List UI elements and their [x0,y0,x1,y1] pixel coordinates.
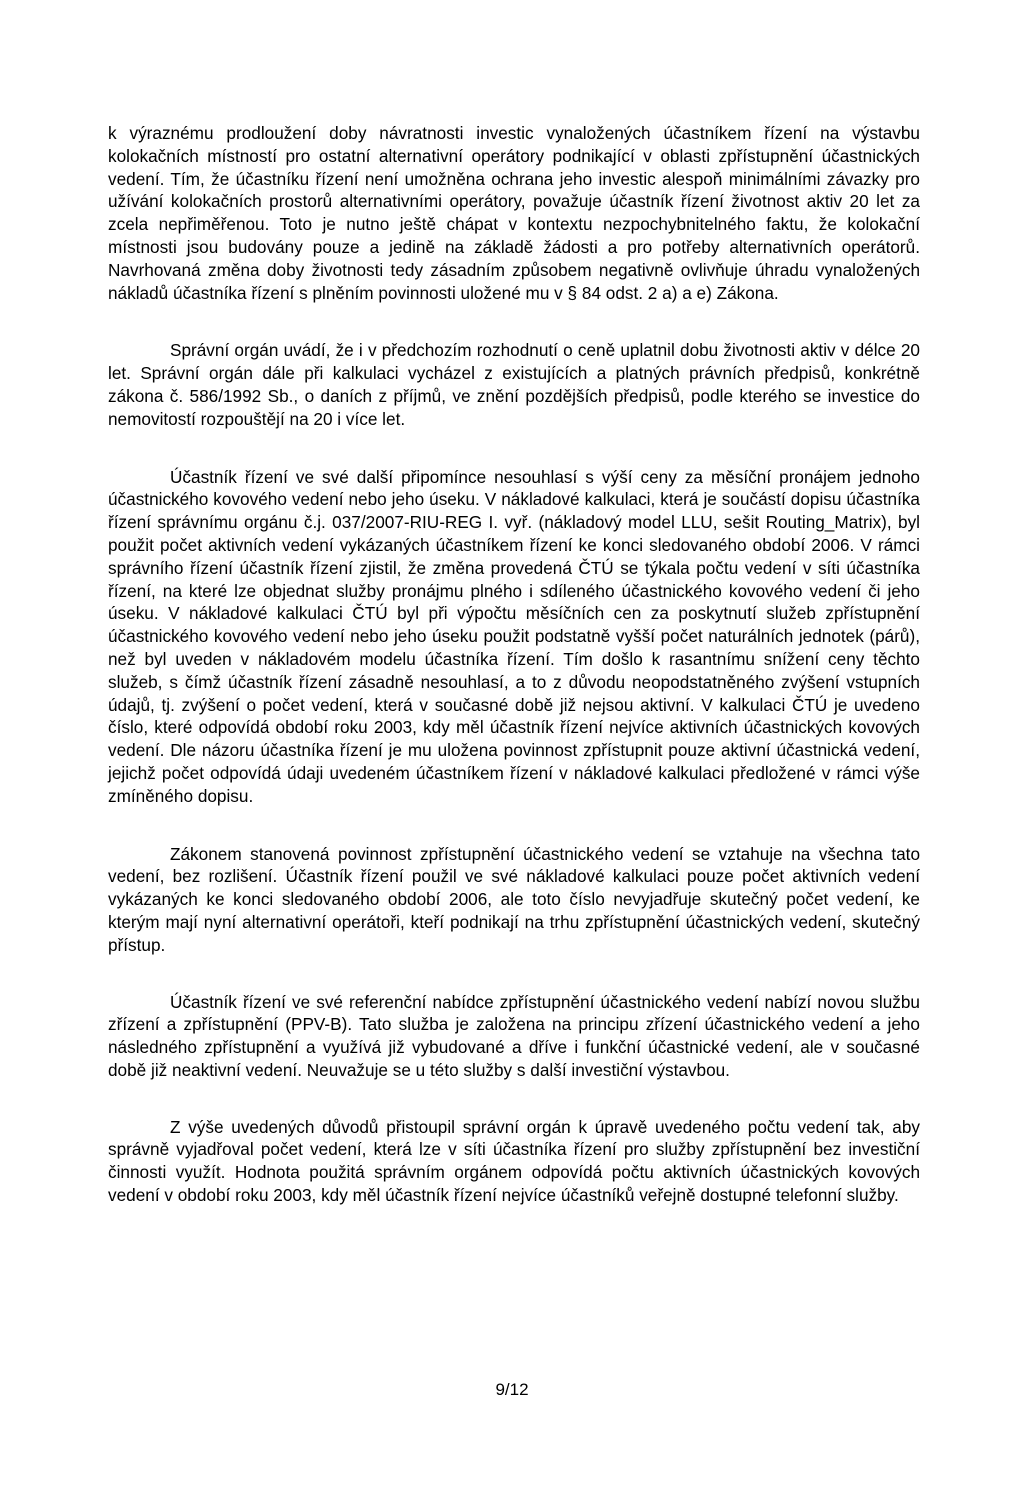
paragraph-authority-response-lifetime: Správní orgán uvádí, že i v předchozím rozhodnutí o ceně uplatnil dobu životnosti aktiv v délce 20 let. Správní orgán dále při kalkulaci vycházel z existujících a platných právních předpisů, konkrétně zákona č. 586/1992 Sb., o daních z příjmů, ve znění pozdějších předpisů, podle kterého se investice do nemovitostí rozpouštějí na 20 i více let. [108,340,920,429]
page-number: 9/12 [495,1380,529,1399]
paragraph-price-objection: Účastník řízení ve své další připomínce nesouhlasí s výší ceny za měsíční pronájem jednoho účastnického kovového vedení nebo jeho úseku. V nákladové kalkulaci, která je součástí dopisu účastníka řízení správnímu orgánu č.j. 037/2007-RIU-REG I. vyř. (nákladový model LLU, sešit Routing_Matrix), byl použit počet aktivních vedení vykázaných účastníkem řízení ke konci sledovaného období 2006. V rámci správního řízení účastník řízení zjistil, že změna provedená ČTÚ se týkala počtu vedení v síti účastníka řízení, na které lze objednat služby pronájmu plného i sdíleného účastnického kovového vedení či jeho úseku. V nákladové kalkulaci ČTÚ byl při výpočtu měsíčních cen za poskytnutí služeb zpřístupnění účastnického kovového vedení nebo jeho úseku použit podstatně vyšší počet naturálních jednotek (párů), než byl uveden v nákladovém modelu účastníka řízení. Tím došlo k rasantnímu snížení ceny těchto služeb, s čímž účastník řízení zásadně nesouhlasí, a to z důvodu neopodstatněného zvýšení vstupních údajů, tj. zvýšení o počet vedení, která v současné době již nejsou aktivní. V kalkulaci ČTÚ je uvedeno číslo, které odpovídá období roku 2003, kdy měl účastník řízení nejvíce aktivních účastnických kovových vedení. Dle názoru účastníka řízení je mu uložena povinnost zpřístupnit pouze aktivní účastnická vedení, jejichž počet odpovídá údaji uvedeném účastníkem řízení v nákladové kalkulaci předložené v rámci výše zmíněného dopisu. [108,466,920,806]
paragraph-lifetime-objection: k výraznému prodloužení doby návratnosti investic vynaložených účastníkem řízení na výstavbu kolokačních místností pro ostatní alternativní operátory podnikající v oblasti zpřístupnění účastnických vedení. Tím, že účastníku řízení není umožněna ochrana jeho investic alespoň minimálními závazky pro užívání kolokačních prostorů alternativními operátory, považuje účastník řízení životnost aktiv 20 let za zcela nepřiměřenou. Toto je nutno ještě chápat v kontextu nezpochybnitelného faktu, že kolokační místnosti jsou budovány pouze a jedině na základě žádosti a pro potřeby alternativních operátorů. Navrhovaná změna doby životnosti tedy zásadním způsobem negativně ovlivňuje úhradu vynaložených nákladů účastníka řízení s plněním povinnosti uložené mu v § 84 odst. 2 a) a e) Zákona. [108,123,920,303]
paragraph-statutory-obligation: Zákonem stanovená povinnost zpřístupnění účastnického vedení se vztahuje na všechna tato vedení, bez rozlišení. Účastník řízení použil ve své nákladové kalkulaci pouze počet aktivních vedení vykázaných ke konci sledovaného období 2006, ale toto číslo nevyjadřuje skutečný počet vedení, ke kterým mají nyní alternativní operátoři, kteří podnikají na trhu zpřístupnění účastnických vedení, skutečný přístup. [108,843,920,955]
paragraph-reference-offer: Účastník řízení ve své referenční nabídce zpřístupnění účastnického vedení nabízí novou službu zřízení a zpřístupnění (PPV-B). Tato služba je založena na principu zřízení účastnického vedení a jeho následného zpřístupnění a využívá již vybudované a dříve i funkční účastnické vedení, ale v současné době již neaktivní vedení. Neuvažuje se u této služby s další investiční výstavbou. [108,991,920,1080]
paragraph-conclusion: Z výše uvedených důvodů přistoupil správní orgán k úpravě uvedeného počtu vedení tak, aby správně vyjadřoval počet vedení, která lze v síti účastníka řízení pro služby zpřístupnění bez investiční činnosti využít. Hodnota použitá správním orgánem odpovídá počtu aktivních účastnických kovových vedení v období roku 2003, kdy měl účastník řízení nejvíce účastníků veřejně dostupné telefonní služby. [108,1116,920,1206]
document-body [108,122,920,1207]
